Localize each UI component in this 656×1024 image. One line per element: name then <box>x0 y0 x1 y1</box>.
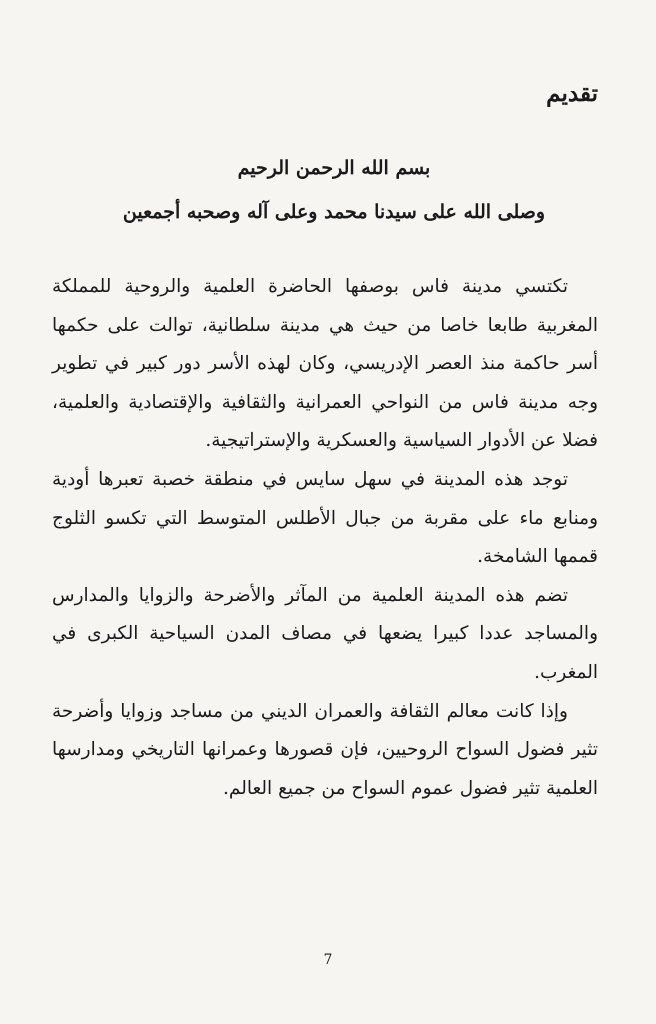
paragraph-3: تضم هذه المدينة العلمية من المآثر والأضرحة والزوايا والمدارس والمساجد عددا كبيرا يضعها في مصاف المدن السياحية الكبرى في المغرب. <box>52 584 598 683</box>
page-number: 7 <box>323 952 333 968</box>
paragraph-2: توجد هذه المدينة في سهل سايس في منطقة خصبة تعبرها أودية ومنابع ماء على مقربة من جبال الأطلس المتوسط التي تكسو الثلوج قممها الشامخة. <box>52 468 598 568</box>
paragraph-1: تكتسي مدينة فاس بوصفها الحاضرة العلمية والروحية للمملكة المغربية طابعا خاصا من حيث هي مدينة سلطانية، توالت على حكمها أسر حاكمة منذ العصر الإدريسي، وكان لهذه الأسر دور كبير في تطوير وجه مدينة فاس من النواحي العمرانية والثقافية والإقتصادية والعلمية، فضلا عن الأدوار السياسية والعسكرية والإستراتيجية. <box>52 276 598 452</box>
body-text <box>52 268 598 808</box>
page-heading: تقديم <box>546 80 598 107</box>
paragraph-4: وإذا كانت معالم الثقافة والعمران الديني من مساجد وزوايا وأضرحة تثير فضول السواح الروحيين، فإن قصورها وعمرانها التاريخي ومدارسها العلمية تثير فضول عموم السواح من جميع العالم. <box>52 700 598 799</box>
salutation-line: وصلى الله على سيدنا محمد وعلى آله وصحبه أجمعين <box>122 201 546 223</box>
basmala-block <box>70 146 598 234</box>
basmala-line: بسم الله الرحمن الرحيم <box>237 157 431 179</box>
